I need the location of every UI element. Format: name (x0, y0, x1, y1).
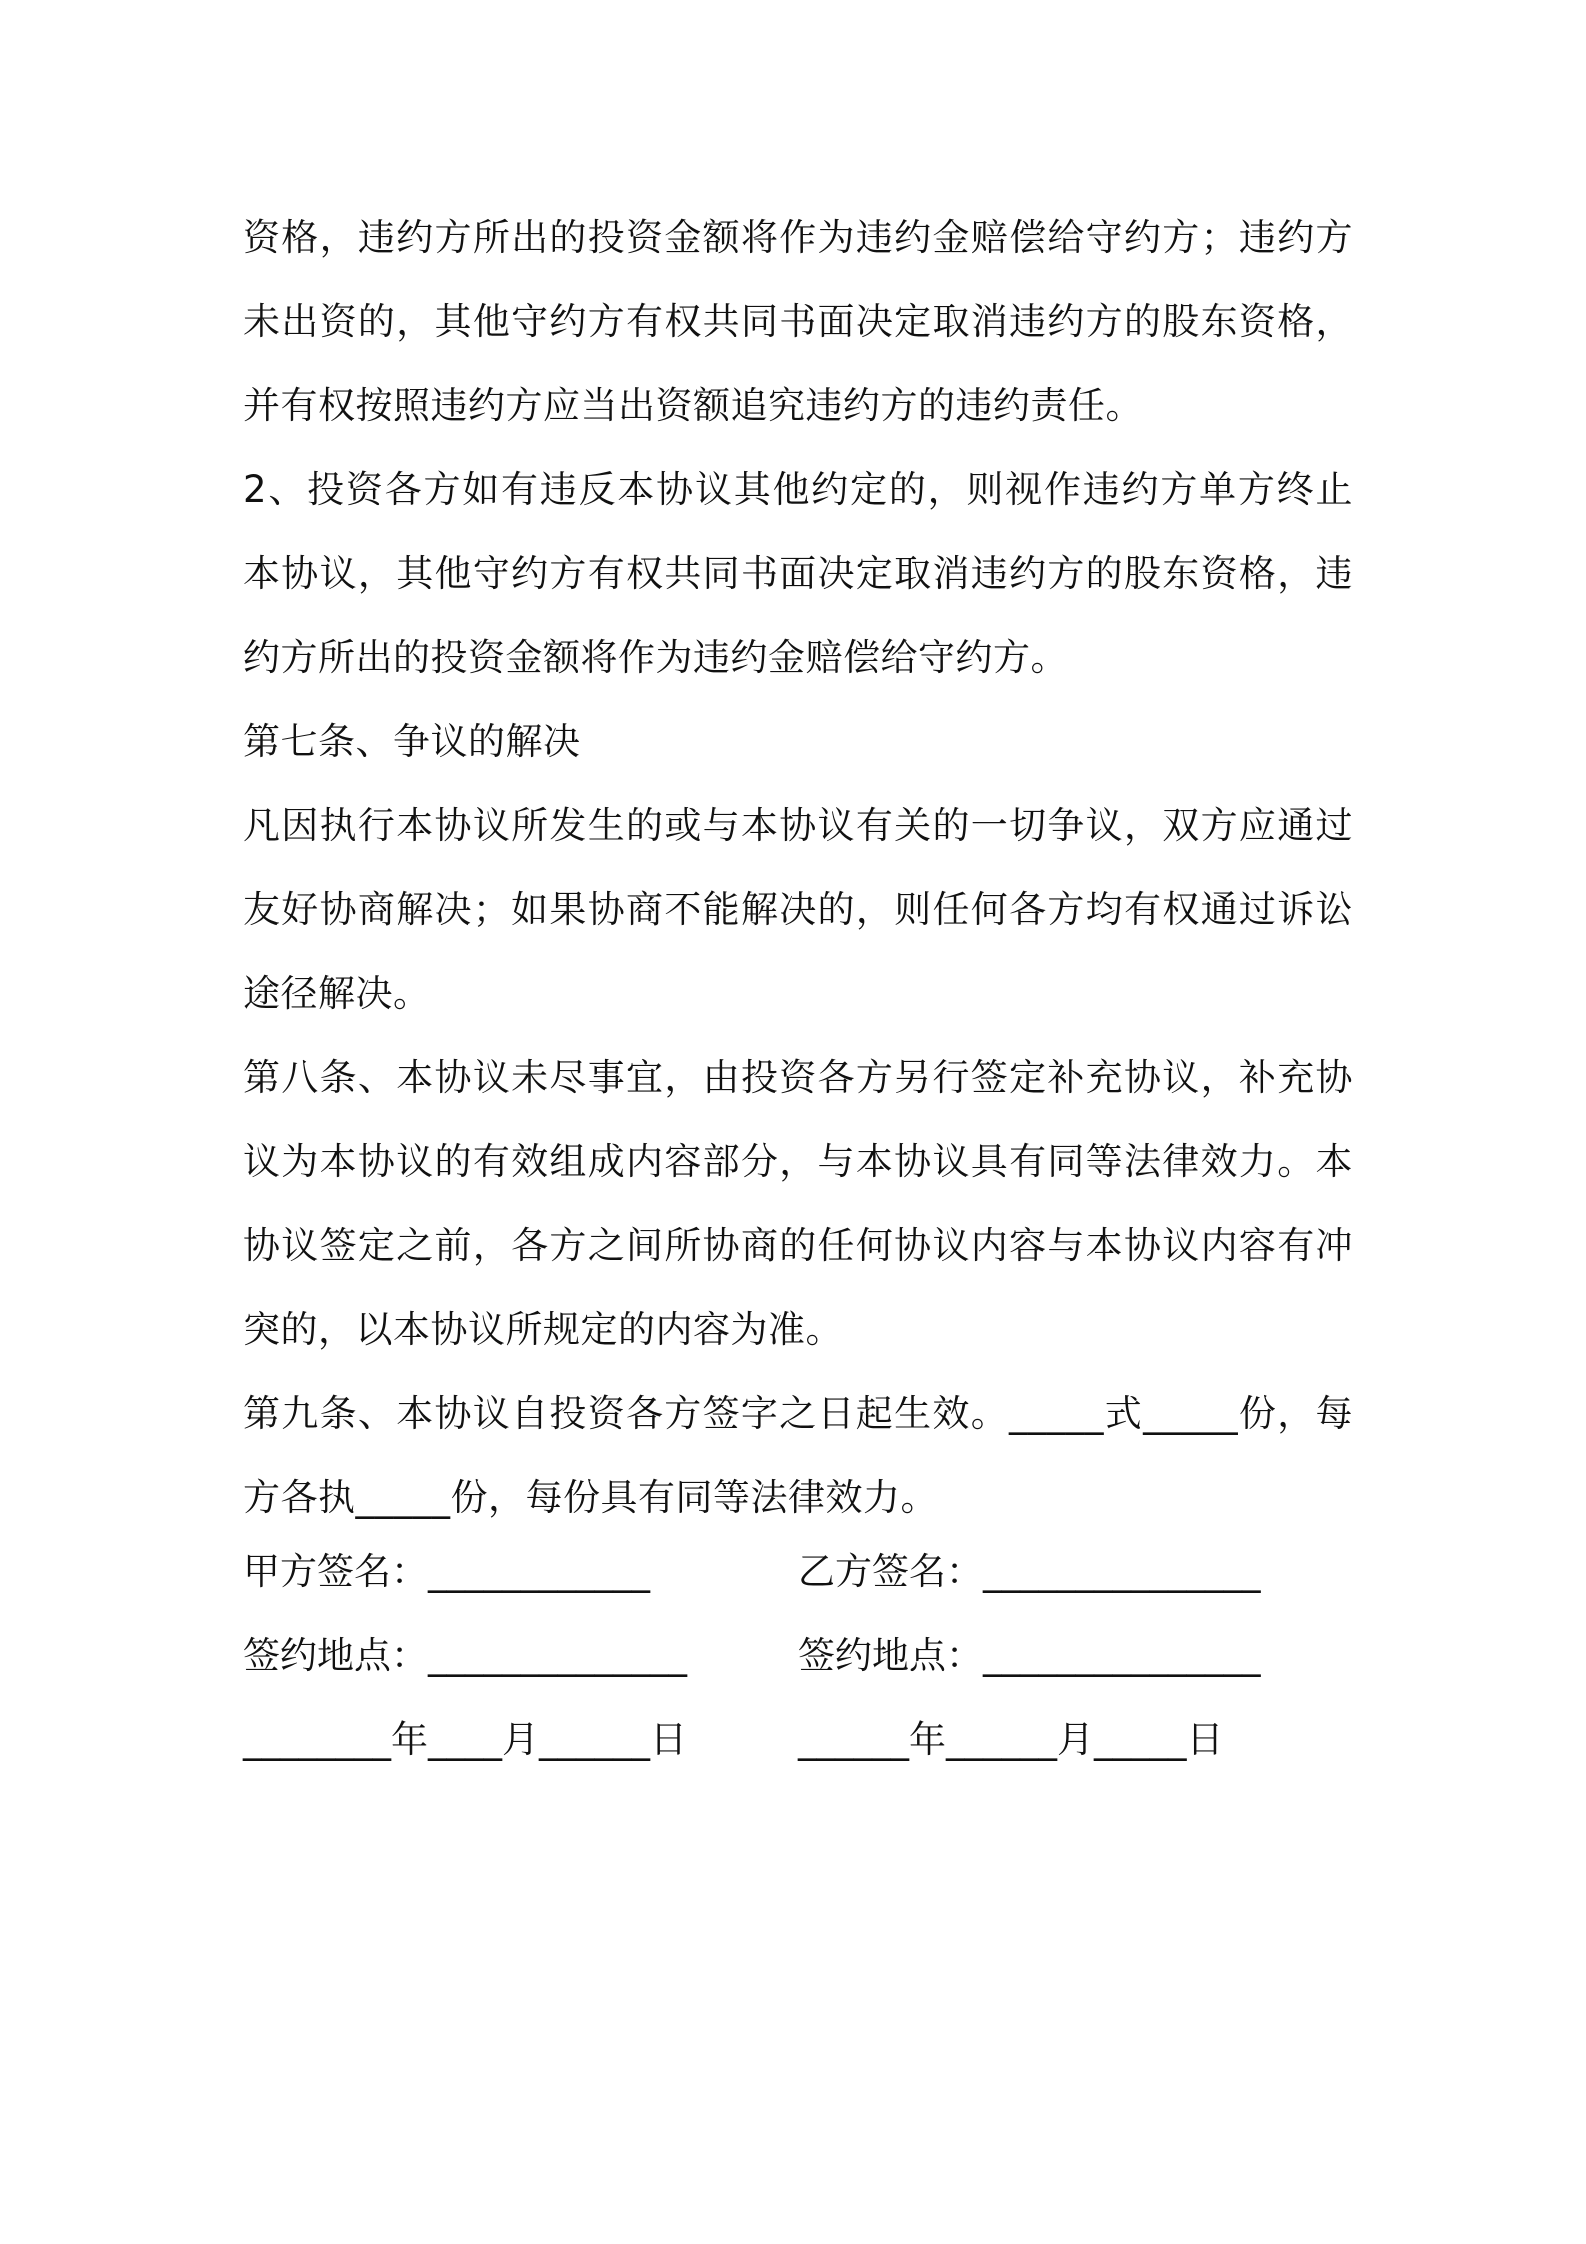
party-b-date-field: ______年______月_____日 (798, 1718, 1224, 1761)
party-b-place-field: 签约地点：_______________ (798, 1634, 1261, 1677)
signature-row-dates (243, 1698, 1353, 1782)
heading-article-7: 第七条、争议的解决 (243, 720, 581, 763)
party-a-date-field: ________年____月______日 (243, 1718, 687, 1761)
party-a-signature-field: 甲方签名：____________ (243, 1550, 650, 1593)
document-body (243, 196, 1353, 1540)
party-a-place-field: 签约地点：______________ (243, 1634, 687, 1677)
paragraph-article-9: 第九条、本协议自投资各方签字之日起生效。_____式_____份，每方各执_____份，每份具有同等法律效力。 (243, 1392, 1353, 1519)
paragraph-dispute-resolution: 凡因执行本协议所发生的或与本协议有关的一切争议，双方应通过友好协商解决；如果协商不能解决的，则任何各方均有权通过诉讼途径解决。 (243, 804, 1353, 1015)
signature-row-places (243, 1614, 1353, 1698)
paragraph-breach-other: 2、投资各方如有违反本协议其他约定的，则视作违约方单方终止本协议，其他守约方有权共同书面决定取消违约方的股东资格，违约方所出的投资金额将作为违约金赔偿给守约方。 (243, 468, 1353, 679)
paragraph-breach-capital: 资格，违约方所出的投资金额将作为违约金赔偿给守约方；违约方未出资的，其他守约方有权共同书面决定取消违约方的股东资格，并有权按照违约方应当出资额追究违约方的违约责任。 (243, 216, 1353, 427)
paragraph-article-8: 第八条、本协议未尽事宜，由投资各方另行签定补充协议，补充协议为本协议的有效组成内容部分，与本协议具有同等法律效力。本协议签定之前，各方之间所协商的任何协议内容与本协议内容有冲突的，以本协议所规定的内容为准。 (243, 1056, 1353, 1351)
signature-row-names (243, 1530, 1353, 1614)
party-b-signature-field: 乙方签名：_______________ (798, 1550, 1261, 1593)
